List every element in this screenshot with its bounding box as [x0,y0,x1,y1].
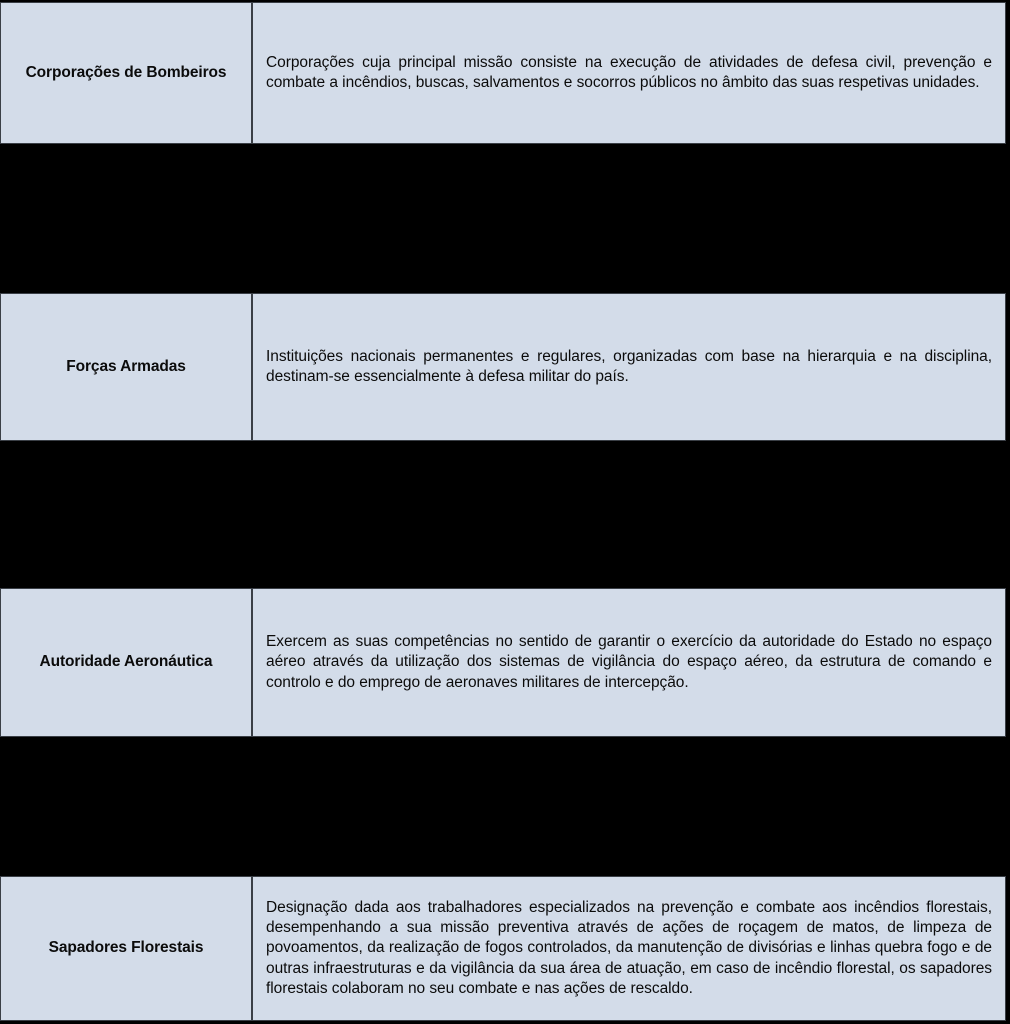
term-cell [0,876,252,1021]
glossary-row-corporacoes-de-bombeiros [0,2,1006,144]
glossary-row-autoridade-aeronautica [0,588,1006,737]
term-label: Corporações de Bombeiros [25,63,227,81]
definition-text: Corporações cuja principal missão consiste na execução de atividades de defesa civil, prevenção e combate a incêndios, buscas, salvamentos e socorros públicos no âmbito das suas respetivas unidades. [266,53,992,91]
glossary-row-forcas-armadas [0,293,1006,441]
definition-cell [252,293,1006,441]
definition-cell [252,2,1006,144]
term-label: Forças Armadas [66,357,186,375]
term-cell [0,2,252,144]
term-label: Autoridade Aeronáutica [39,653,213,671]
term-label: Sapadores Florestais [48,939,204,957]
definition-cell [252,876,1006,1021]
glossary-row-sapadores-florestais [0,876,1006,1021]
term-cell [0,293,252,441]
definition-cell [252,588,1006,737]
definition-text: Designação dada aos trabalhadores especializados na prevenção e combate aos incêndios florestais, desempenhando a sua missão preventiva através de ações de roçagem de matos, de limpeza de povoamentos, da realização de fogos controlados, da manutenção de divisórias e linhas quebra fogo e de outras infraestruturas e da vigilância da sua área de atuação, em caso de incêndio florestal, os sapadores florestais colaboram no seu combate e nas ações de rescaldo. [266,899,992,997]
term-cell [0,588,252,737]
definition-text: Exercem as suas competências no sentido de garantir o exercício da autoridade do Estado no espaço aéreo através da utilização dos sistemas de vigilância do espaço aéreo, da estrutura de comando e controlo e do emprego de aeronaves militares de intercepção. [266,633,992,691]
definition-text: Instituições nacionais permanentes e regulares, organizadas com base na hierarquia e na disciplina, destinam-se essencialmente à defesa militar do país. [266,347,992,385]
